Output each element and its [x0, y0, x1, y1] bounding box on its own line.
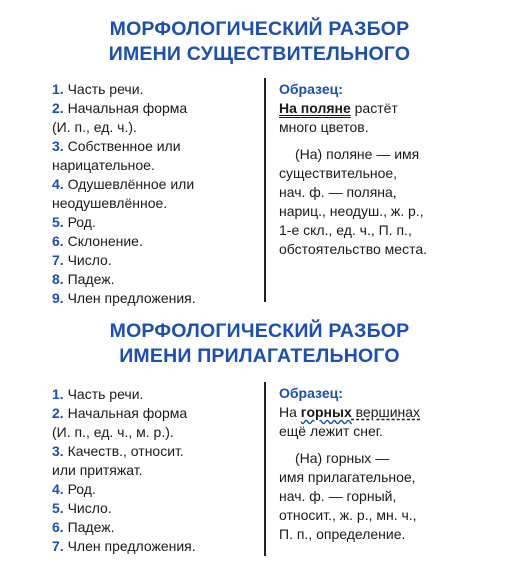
list-item: 1. Часть речи.: [52, 386, 144, 402]
noun-title-line2: ИМЕНИ СУЩЕСТВИТЕЛЬНОГО: [108, 43, 411, 65]
noun-sample-sentence: На поляне растёт много цветов.: [279, 100, 398, 135]
noun-title-line1: МОРФОЛОГИЧЕСКИЙ РАЗБОР: [109, 18, 410, 40]
list-item: 3. Собственное или нарицательное.: [52, 138, 181, 173]
list-item: 6. Склонение.: [52, 233, 143, 249]
list-item: 2. Начальная форма (И. п., ед. ч., м. р.).: [52, 405, 188, 440]
list-item: 8. Падеж.: [52, 271, 115, 287]
list-item: 3. Качеств., относит. или притяжат.: [52, 443, 184, 478]
list-item: 9. Член предложения.: [52, 290, 196, 306]
adjective-title-line2: ИМЕНИ ПРИЛАГАТЕЛЬНОГО: [119, 345, 400, 367]
noun-sample-heading: Образец:: [279, 81, 343, 97]
list-item: 6. Падеж.: [52, 519, 115, 535]
list-item: 5. Число.: [52, 500, 112, 516]
adjective-title-line1: МОРФОЛОГИЧЕСКИЙ РАЗБОР: [109, 320, 410, 342]
adjective-title: [0, 319, 519, 369]
adjective-sample-heading: Образец:: [279, 385, 343, 401]
adjective-sample: [279, 384, 511, 544]
noun-divider: [264, 78, 266, 302]
noun-steps-list: [52, 80, 196, 308]
list-item: 7. Член предложения.: [52, 538, 196, 554]
list-item: 2. Начальная форма (И. п., ед. ч.).: [52, 100, 188, 135]
list-item: 1. Часть речи.: [52, 81, 144, 97]
list-item: 4. Одушевлённое или неодушевлённое.: [52, 176, 195, 211]
adjective-divider: [264, 382, 266, 556]
adjective-sample-analysis: (На) горных — имя прилагательное, нач. ф. — горный, относит., ж. р., мн. ч., П. п., определение.: [279, 450, 417, 542]
adjective-steps-list: [52, 385, 196, 556]
list-item: 4. Род.: [52, 481, 96, 497]
adjective-sample-sentence: На горных вершинах ещё лежит снег.: [279, 404, 421, 439]
noun-title: [0, 17, 519, 67]
noun-sample-analysis: (На) поляне — имя существительное, нач. ф. — поляна, нариц., неодуш., ж. р., 1-е скл., ед. ч., П. п., обстоятельство места.: [279, 146, 428, 257]
list-item: 5. Род.: [52, 214, 96, 230]
noun-sample: [279, 80, 511, 259]
list-item: 7. Число.: [52, 252, 112, 268]
